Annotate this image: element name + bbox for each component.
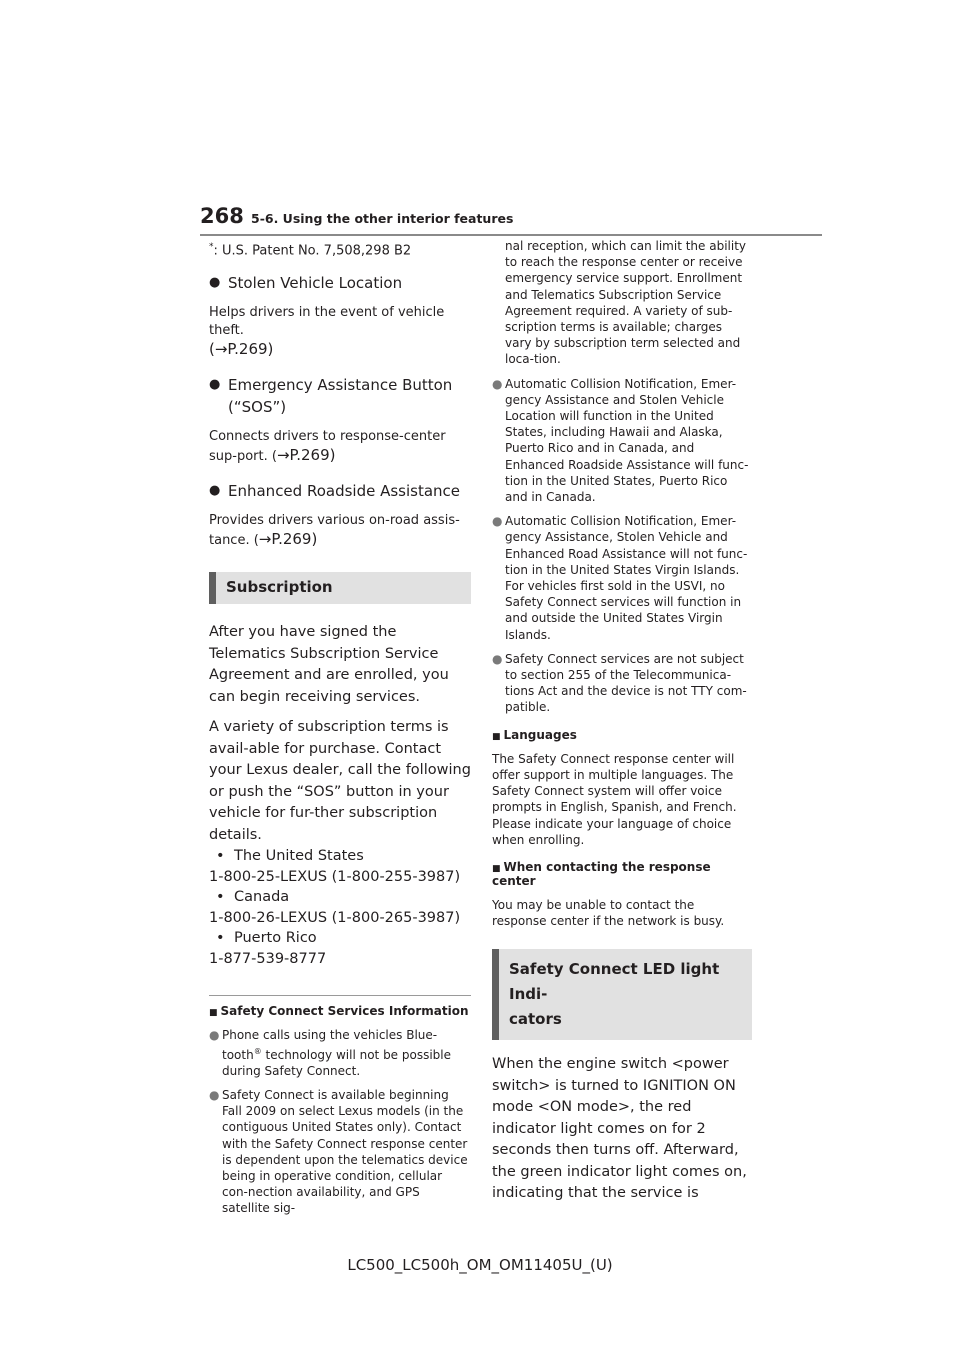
languages-text: The Safety Connect response center will offer support in multiple languages. The Safety Connect system will offer voice prompts in English, Spanish, and French. Please indicate your language of choice when enrolling. — [492, 751, 737, 847]
info-item: ● Safety Connect is available beginning Fall 2009 on select Lexus models (in the contiguous United States only). Contact with the Safety Connect response center is dependent upon the telematics device being in operative condition, cellular con-nection availability, and GPS satellite sig- — [209, 1087, 468, 1216]
stolen-vehicle-heading: ● Stolen Vehicle Location — [209, 274, 403, 293]
subscription-heading: Subscription — [209, 572, 471, 604]
right-column — [492, 238, 752, 1214]
circle-bullet-icon: ● — [492, 514, 503, 529]
info-item-continued: nal reception, which can limit the ability to reach the response center or receive emergency service support. Enrollment and Telematics Subscription Service Agreement required. A variety of sub-scription terms is available; charges vary by subscription term selected and loca-tion. — [505, 239, 747, 367]
info-item: ● Automatic Collision Notification, Emer-gency Assistance, Stolen Vehicle and Enhanced Road Assistance will not func-tion in the United States Virgin Islands. For vehicles first sold in the USVI, no Safety Connect services will function in and outside the United States Virgin Islands. — [492, 514, 748, 642]
languages-heading: ■ Languages — [492, 727, 577, 742]
contact-pr-label: • Puerto Rico — [216, 930, 317, 947]
subscription-para-2: A variety of subscription terms is avail-able for purchase. Contact your Lexus dealer, call the following or push the “SOS” button in your vehicle for fur-ther subscription details. — [209, 719, 471, 843]
patent-footnote: *: U.S. Patent No. 7,508,298 B2 — [209, 242, 412, 259]
page-number: 268 — [200, 204, 244, 228]
circle-bullet-icon: ● — [209, 1087, 220, 1102]
info-item: ● Phone calls using the vehicles Blue-tooth® technology will not be possible during Safety Connect. — [209, 1028, 452, 1078]
contact-pr-number: 1-877-539-8777 — [209, 950, 327, 967]
info-item: ● Automatic Collision Notification, Emer-gency Assistance and Stolen Vehicle Location will function in the United States, including Hawaii and Alaska, Puerto Rico and in Canada, and Enhanced Roadside Assistance will func-tion in the United States, Puerto Rico and in Canada. — [492, 376, 749, 505]
sos-heading: ● Emergency Assistance Button (“SOS”) — [209, 376, 453, 417]
section-divider — [209, 995, 471, 996]
contact-ca-number: 1-800-26-LEXUS (1-800-265-3987) — [209, 909, 461, 926]
bullet-dot-icon: ● — [209, 483, 221, 499]
circle-bullet-icon: ● — [492, 376, 503, 391]
led-indicators-heading: Safety Connect LED light Indi- cators — [492, 949, 752, 1040]
section-title: 5-6. Using the other interior features — [251, 211, 514, 226]
page-ref-link[interactable]: →P.269) — [276, 446, 336, 465]
roadside-heading: ● Enhanced Roadside Assistance — [209, 482, 461, 501]
info-heading: ■ Safety Connect Services Information — [209, 1004, 469, 1019]
left-column — [209, 238, 471, 1225]
page-ref-link[interactable]: (→P.269) — [209, 340, 274, 359]
square-bullet-icon: ■ — [492, 731, 501, 742]
page-ref-link[interactable]: →P.269) — [258, 530, 318, 549]
footer-code: LC500_LC500h_OM_OM11405U_(U) — [347, 1256, 613, 1274]
footnote-mark: * — [209, 242, 214, 252]
contact-us-label: • The United States — [216, 848, 364, 865]
square-bullet-icon: ■ — [492, 863, 501, 874]
subscription-para-1: After you have signed the Telematics Subscription Service Agreement and are enrolled, you can begin receiving services. — [209, 624, 449, 705]
stolen-vehicle-desc: Helps drivers in the event of vehicle theft. (→P.269) — [209, 305, 445, 359]
sos-desc: Connects drivers to response-center sup-port. (→P.269) — [209, 429, 446, 465]
info-item: ● Safety Connect services are not subject to section 255 of the Telecommunica-tions Act and the device is not TTY com-patible. — [492, 651, 747, 715]
contact-us-number: 1-800-25-LEXUS (1-800-255-3987) — [209, 868, 461, 885]
circle-bullet-icon: ● — [209, 1028, 220, 1043]
contacting-text: You may be unable to contact the response center if the network is busy. — [492, 897, 725, 929]
roadside-desc: Provides drivers various on-road assis-tance. (→P.269) — [209, 513, 460, 549]
contacting-heading: ■ When contacting the response center — [492, 859, 711, 888]
led-indicators-text: When the engine switch <power switch> is turned to IGNITION ON mode <ON mode>, the red indicator light comes on for 2 seconds then turns off. Afterward, the green indicator light comes on, indicating that the service is — [492, 1056, 747, 1202]
page-header — [200, 204, 822, 234]
bullet-dot-icon: ● — [209, 377, 221, 393]
circle-bullet-icon: ● — [492, 651, 503, 666]
bullet-dot-icon: ● — [209, 275, 221, 291]
square-bullet-icon: ■ — [209, 1008, 218, 1019]
contact-ca-label: • Canada — [216, 889, 290, 906]
header-divider — [200, 234, 822, 236]
